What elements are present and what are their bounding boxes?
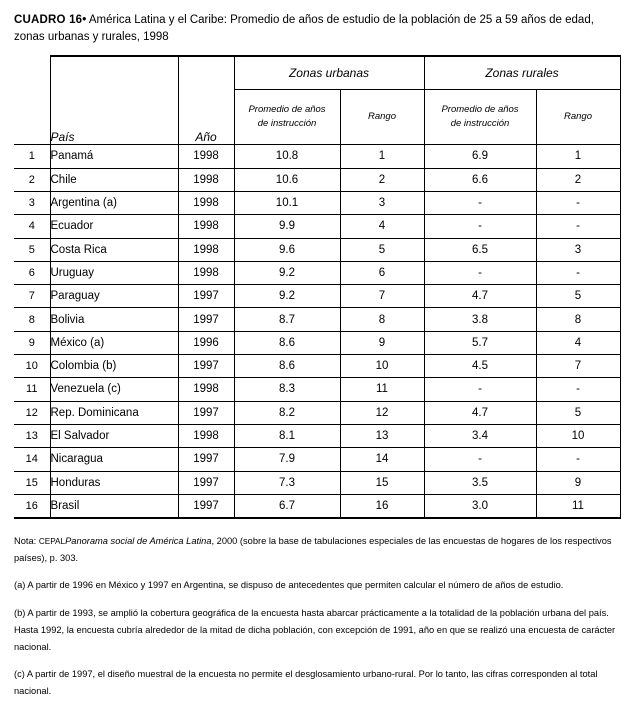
row-index: 11 bbox=[14, 378, 50, 401]
row-rural-rank: 8 bbox=[536, 308, 620, 331]
row-urban-mean: 8.2 bbox=[234, 401, 340, 424]
row-year: 1997 bbox=[178, 471, 234, 494]
row-year: 1998 bbox=[178, 168, 234, 191]
row-country: Venezuela (c) bbox=[50, 378, 178, 401]
row-urban-rank: 2 bbox=[340, 168, 424, 191]
row-rural-mean: 3.0 bbox=[424, 494, 536, 518]
row-urban-mean: 10.1 bbox=[234, 191, 340, 214]
table-notes bbox=[14, 533, 620, 701]
header-rur-promedio-line2: de instrucción bbox=[450, 118, 510, 130]
table-row bbox=[14, 331, 620, 354]
row-rural-mean: - bbox=[424, 378, 536, 401]
header-spacer-num bbox=[14, 56, 50, 90]
row-year: 1998 bbox=[178, 215, 234, 238]
row-urban-mean: 8.1 bbox=[234, 424, 340, 447]
row-urban-mean: 9.9 bbox=[234, 215, 340, 238]
title-bullet: • bbox=[82, 14, 87, 26]
header-spacer-num-2 bbox=[14, 90, 50, 145]
row-index: 9 bbox=[14, 331, 50, 354]
row-urban-mean: 6.7 bbox=[234, 494, 340, 518]
row-index: 1 bbox=[14, 145, 50, 168]
row-urban-rank: 14 bbox=[340, 448, 424, 471]
row-urban-rank: 5 bbox=[340, 238, 424, 261]
row-urban-mean: 8.7 bbox=[234, 308, 340, 331]
row-year: 1998 bbox=[178, 424, 234, 447]
header-rur-promedio-line1: Promedio de años bbox=[441, 104, 519, 116]
table-title bbox=[14, 12, 620, 45]
row-country: Paraguay bbox=[50, 285, 178, 308]
note-source-org: CEPAL bbox=[38, 537, 66, 547]
table-row bbox=[14, 285, 620, 308]
table-row bbox=[14, 308, 620, 331]
table-row bbox=[14, 494, 620, 518]
row-urban-rank: 16 bbox=[340, 494, 424, 518]
row-urban-rank: 6 bbox=[340, 261, 424, 284]
row-urban-rank: 12 bbox=[340, 401, 424, 424]
row-rural-mean: 6.5 bbox=[424, 238, 536, 261]
row-rural-mean: 6.9 bbox=[424, 145, 536, 168]
header-group-urbanas: Zonas urbanas bbox=[234, 56, 424, 90]
row-urban-mean: 10.8 bbox=[234, 145, 340, 168]
row-urban-rank: 3 bbox=[340, 191, 424, 214]
row-rural-rank: 5 bbox=[536, 285, 620, 308]
row-rural-mean: 4.5 bbox=[424, 355, 536, 378]
row-rural-mean: - bbox=[424, 261, 536, 284]
row-index: 15 bbox=[14, 471, 50, 494]
table-row bbox=[14, 471, 620, 494]
header-rur-promedio bbox=[424, 90, 536, 145]
row-urban-rank: 9 bbox=[340, 331, 424, 354]
row-rural-rank: - bbox=[536, 191, 620, 214]
table-title-text: América Latina y el Caribe: Promedio de años de estudio de la población de 25 a 59 años de edad, zonas urbanas y rurales, 1998 bbox=[14, 14, 594, 43]
table-row bbox=[14, 401, 620, 424]
row-rural-rank: 3 bbox=[536, 238, 620, 261]
table-header bbox=[14, 56, 620, 145]
row-rural-rank: 2 bbox=[536, 168, 620, 191]
row-rural-rank: 1 bbox=[536, 145, 620, 168]
row-rural-rank: - bbox=[536, 378, 620, 401]
row-rural-mean: - bbox=[424, 215, 536, 238]
row-year: 1998 bbox=[178, 378, 234, 401]
row-rural-rank: 4 bbox=[536, 331, 620, 354]
note-c: (c) A partir de 1997, el diseño muestral de la encuesta no permite el desglosamiento urbano-rural. Por lo tanto, las cifras corresponden al total nacional. bbox=[14, 669, 598, 697]
row-rural-rank: 10 bbox=[536, 424, 620, 447]
row-index: 3 bbox=[14, 191, 50, 214]
note-b: (b) A partir de 1993, se amplió la cobertura geográfica de la encuesta hasta abarcar prácticamente a la totalidad de la población urbana del país. Hasta 1992, la encuesta cubría alrededor de la mitad de dicha población, con excepción de 1991, año en que se realizó una encuesta de carácter nacional. bbox=[14, 607, 616, 653]
row-urban-rank: 13 bbox=[340, 424, 424, 447]
row-urban-rank: 10 bbox=[340, 355, 424, 378]
table-row bbox=[14, 215, 620, 238]
row-index: 10 bbox=[14, 355, 50, 378]
table-row bbox=[14, 424, 620, 447]
header-pais: País bbox=[50, 56, 178, 145]
table-number-label: CUADRO 16 bbox=[14, 14, 83, 26]
education-years-table bbox=[14, 55, 621, 519]
row-country: Chile bbox=[50, 168, 178, 191]
row-year: 1997 bbox=[178, 355, 234, 378]
table-row bbox=[14, 145, 620, 168]
row-index: 6 bbox=[14, 261, 50, 284]
header-urb-promedio bbox=[234, 90, 340, 145]
row-index: 16 bbox=[14, 494, 50, 518]
row-urban-mean: 10.6 bbox=[234, 168, 340, 191]
row-urban-mean: 7.9 bbox=[234, 448, 340, 471]
row-rural-rank: - bbox=[536, 215, 620, 238]
note-source-rest: , 2000 (sobre la base de tabulaciones especiales de las encuestas de hogares de los respectivos países), p. 303. bbox=[14, 536, 612, 564]
table-row bbox=[14, 355, 620, 378]
row-index: 14 bbox=[14, 448, 50, 471]
row-year: 1997 bbox=[178, 448, 234, 471]
row-country: Ecuador bbox=[50, 215, 178, 238]
row-index: 8 bbox=[14, 308, 50, 331]
row-rural-rank: - bbox=[536, 261, 620, 284]
row-year: 1997 bbox=[178, 401, 234, 424]
row-country: Costa Rica bbox=[50, 238, 178, 261]
row-country: Panamá bbox=[50, 145, 178, 168]
row-country: Honduras bbox=[50, 471, 178, 494]
note-source-prefix: Nota: bbox=[14, 536, 37, 547]
row-year: 1997 bbox=[178, 494, 234, 518]
table-row bbox=[14, 261, 620, 284]
row-year: 1998 bbox=[178, 145, 234, 168]
row-urban-mean: 9.2 bbox=[234, 285, 340, 308]
row-year: 1998 bbox=[178, 238, 234, 261]
row-index: 13 bbox=[14, 424, 50, 447]
row-urban-mean: 9.2 bbox=[234, 261, 340, 284]
row-rural-mean: 4.7 bbox=[424, 401, 536, 424]
row-country: Uruguay bbox=[50, 261, 178, 284]
row-rural-mean: 3.8 bbox=[424, 308, 536, 331]
row-urban-rank: 15 bbox=[340, 471, 424, 494]
row-country: México (a) bbox=[50, 331, 178, 354]
note-source bbox=[14, 533, 616, 567]
header-urb-promedio-line1: Promedio de años bbox=[248, 104, 326, 116]
table-body bbox=[14, 145, 620, 518]
row-year: 1997 bbox=[178, 285, 234, 308]
header-rur-rango: Rango bbox=[536, 90, 620, 145]
row-country: Brasil bbox=[50, 494, 178, 518]
note-a: (a) A partir de 1996 en México y 1997 en Argentina, se dispuso de antecedentes que permiten calcular el número de años de estudio. bbox=[14, 580, 564, 591]
row-year: 1996 bbox=[178, 331, 234, 354]
row-rural-mean: 5.7 bbox=[424, 331, 536, 354]
row-rural-rank: - bbox=[536, 448, 620, 471]
row-index: 4 bbox=[14, 215, 50, 238]
table-row bbox=[14, 238, 620, 261]
row-rural-mean: 3.4 bbox=[424, 424, 536, 447]
row-urban-mean: 8.6 bbox=[234, 355, 340, 378]
row-country: Rep. Dominicana bbox=[50, 401, 178, 424]
table-row bbox=[14, 168, 620, 191]
row-country: El Salvador bbox=[50, 424, 178, 447]
row-country: Colombia (b) bbox=[50, 355, 178, 378]
row-rural-mean: - bbox=[424, 191, 536, 214]
row-rural-mean: 3.5 bbox=[424, 471, 536, 494]
table-row bbox=[14, 448, 620, 471]
row-index: 7 bbox=[14, 285, 50, 308]
table-row bbox=[14, 191, 620, 214]
header-urb-rango: Rango bbox=[340, 90, 424, 145]
row-rural-mean: - bbox=[424, 448, 536, 471]
row-country: Bolivia bbox=[50, 308, 178, 331]
row-urban-rank: 8 bbox=[340, 308, 424, 331]
header-urb-promedio-line2: de instrucción bbox=[257, 118, 317, 130]
table-group-header-row bbox=[14, 56, 620, 90]
row-year: 1997 bbox=[178, 308, 234, 331]
row-rural-mean: 6.6 bbox=[424, 168, 536, 191]
row-urban-rank: 4 bbox=[340, 215, 424, 238]
row-rural-rank: 5 bbox=[536, 401, 620, 424]
note-source-title: Panorama social de América Latina bbox=[65, 536, 212, 547]
row-urban-mean: 7.3 bbox=[234, 471, 340, 494]
header-anio: Año bbox=[178, 56, 234, 145]
row-index: 12 bbox=[14, 401, 50, 424]
row-urban-mean: 9.6 bbox=[234, 238, 340, 261]
row-year: 1998 bbox=[178, 191, 234, 214]
row-rural-rank: 7 bbox=[536, 355, 620, 378]
header-group-rurales: Zonas rurales bbox=[424, 56, 620, 90]
row-year: 1998 bbox=[178, 261, 234, 284]
row-urban-rank: 11 bbox=[340, 378, 424, 401]
row-rural-mean: 4.7 bbox=[424, 285, 536, 308]
row-rural-rank: 9 bbox=[536, 471, 620, 494]
row-country: Argentina (a) bbox=[50, 191, 178, 214]
table-row bbox=[14, 378, 620, 401]
row-urban-mean: 8.3 bbox=[234, 378, 340, 401]
row-country: Nicaragua bbox=[50, 448, 178, 471]
row-index: 2 bbox=[14, 168, 50, 191]
row-urban-rank: 7 bbox=[340, 285, 424, 308]
row-index: 5 bbox=[14, 238, 50, 261]
row-urban-rank: 1 bbox=[340, 145, 424, 168]
row-urban-mean: 8.6 bbox=[234, 331, 340, 354]
row-rural-rank: 11 bbox=[536, 494, 620, 518]
